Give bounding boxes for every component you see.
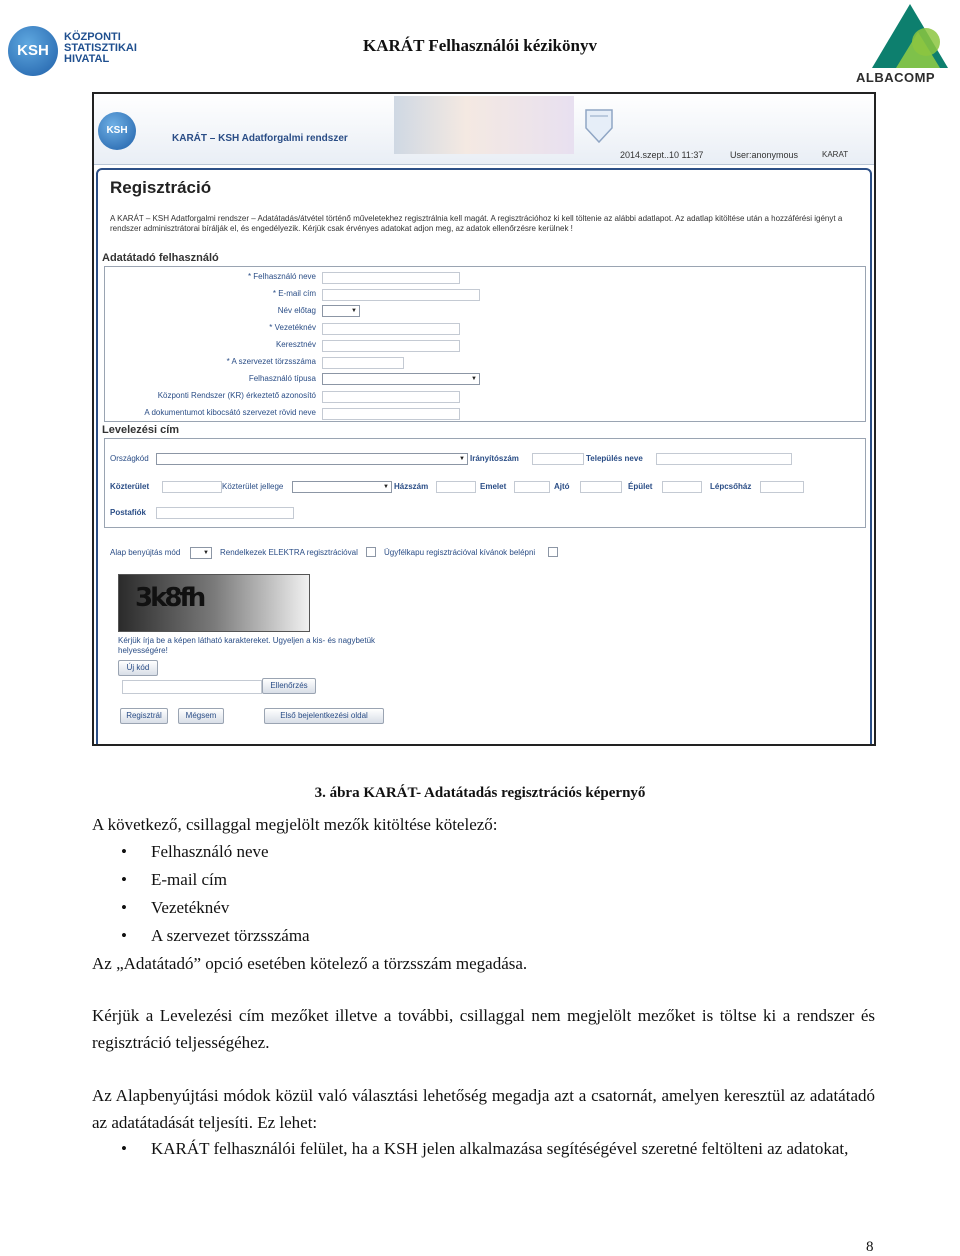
field-label-org-id: * A szervezet törzsszáma [226,357,316,366]
floor-field[interactable] [514,481,550,493]
label-stair: Lépcsőház [710,482,752,491]
elektra-checkbox[interactable] [366,547,376,557]
email-field[interactable] [322,289,480,301]
banner-photo [394,96,574,154]
street-field[interactable] [162,481,222,493]
ksh-logo-line-3: HIVATAL [64,53,110,65]
form-title: Regisztráció [110,178,212,197]
field-label-firstname: Keresztnév [275,340,316,349]
albacomp-logo-text: ALBACOMP [856,70,936,85]
paragraph-3: Az Alapbenyújtási módok közül való választási lehetőség megadja azt a csatornát, amelyen keresztül az adatátadó az adatátadását teljesíti. Ez lehet: [92,1086,875,1132]
label-floor: Emelet [480,482,507,491]
registration-panel [96,168,872,746]
field-label-org-short-name: A dokumentumot kibocsátó szervezet rövid neve [144,408,316,417]
label-house: Házszám [394,482,429,491]
new-code-button[interactable]: Új kód [118,660,158,676]
albacomp-logo-icon [852,2,958,70]
figure-caption: 3. ábra KARÁT- Adatátadás regisztrációs képernyő [314,785,646,801]
ways-list [92,1135,875,1162]
section-address-title: Levelezési cím [102,424,180,436]
page-number: 8 [866,1239,874,1255]
albacomp-logo [852,2,958,86]
paragraph-1: Az „Adatátadó” opció esetében kötelező a törzsszám megadása. [92,954,528,973]
captcha-note: Kérjük írja be a képen látható karaktereket. Ugyeljen a kis- és nagybetük helyességére! [118,636,376,655]
stair-field[interactable] [760,481,804,493]
zip-field[interactable] [532,453,584,465]
list-item: • KARÁT felhasználói felület, ha a KSH jelen alkalmazása segítéségével szeretné feltölteni az adatokat, [92,1135,875,1162]
street-type-select[interactable] [292,481,392,493]
first-login-button[interactable]: Első bejelentkezési oldal [264,708,384,724]
label-elektra: Rendelkezek ELEKTRA regisztrációval [220,548,358,557]
field-label-name-prefix: Név előtag [277,306,316,315]
field-label-username: * Felhasználó neve [247,272,316,281]
captcha-input[interactable] [122,680,262,694]
cancel-button[interactable]: Mégsem [178,708,224,724]
label-door: Ajtó [554,482,570,491]
label-street: Közterület [110,482,150,491]
ugyfelkapu-checkbox[interactable] [548,547,558,557]
ksh-logo-line-1: KÖZPONTI [64,31,121,43]
firstname-field[interactable] [322,340,460,352]
label-country: Országkód [110,454,149,463]
ksh-logo-mark: KSH [8,26,58,76]
field-label-user-type: Felhasználó típusa [248,374,316,383]
list-item: • Felhasználó neve [92,838,875,866]
username-field[interactable] [322,272,460,284]
list-item: • E-mail cím [92,866,875,894]
banner-title: KARÁT – KSH Adatforgalmi rendszer [172,133,348,144]
intro-text: A következő, csillaggal megjelölt mezők kitöltése kötelező: [92,815,498,834]
submission-mode-select[interactable] [190,547,212,559]
city-field[interactable] [656,453,792,465]
org-short-name-field[interactable] [322,408,460,420]
banner-user: User:anonymous [730,150,799,160]
pobox-field[interactable] [156,507,294,519]
required-fields-list [92,838,875,950]
app-banner [94,94,874,165]
ksh-logo-line-2: STATISZTIKAI [64,42,137,54]
label-city: Település neve [586,454,643,463]
captcha-image [118,574,310,632]
shield-icon [582,106,616,146]
paragraph-2: Kérjük a Levelezési cím mezőket illetve a további, csillaggal nem megjelölt mezőket is töltse ki a rendszer és regisztráció teljességéhez. [92,1006,875,1052]
section-user-title: Adatátadó felhasználó [102,252,219,264]
lastname-field[interactable] [322,323,460,335]
user-type-select[interactable] [322,373,480,385]
field-label-lastname: * Vezetéknév [269,323,316,332]
org-id-field[interactable] [322,357,404,369]
list-item: • A szervezet törzsszáma [92,922,875,950]
banner-date: 2014.szept..10 11:37 [620,150,704,160]
banner-app: KARAT [822,150,849,159]
list-item: • Vezetéknév [92,894,875,922]
label-zip: Irányítószám [470,454,519,463]
registration-screenshot [92,92,876,746]
country-select[interactable] [156,453,468,465]
register-button[interactable]: Regisztrál [120,708,168,724]
banner-ksh-logo: KSH [98,112,136,150]
form-description: A KARÁT – KSH Adatforgalmi rendszer – Adatátadás/átvétel történő műveletekhez regisztrálnia kell magát. A regisztrációhoz ki kell töltenie az alábbi adatlapot. Az adatlap kitöltése után a hozzáférési igényt a rendszer adminisztrátorai bírálják el, és engedélyezik. Kérjük csak érvényes adatokat adjon meg, az adatok ellenőrzésre kerülnek ! [110,214,843,233]
captcha-text: 3k8fh [135,583,204,613]
label-ugyfelkapu: Ügyfélkapu regisztrációval kívánok belépni [384,548,536,557]
label-building: Épület [628,482,653,491]
field-label-email: * E-mail cím [272,289,316,298]
label-pobox: Postafiók [110,508,147,517]
document-title: KARÁT Felhasználói kézikönyv [363,36,597,55]
label-street-type: Közterület jellege [222,482,284,491]
kr-id-field[interactable] [322,391,460,403]
label-submission-mode: Alap benyújtás mód [110,548,181,557]
field-label-kr-id: Központi Rendszer (KR) érkeztető azonosító [157,391,316,400]
check-button[interactable]: Ellenőrzés [262,678,316,694]
building-field[interactable] [662,481,702,493]
house-field[interactable] [436,481,476,493]
door-field[interactable] [580,481,622,493]
name-prefix-select[interactable] [322,305,360,317]
